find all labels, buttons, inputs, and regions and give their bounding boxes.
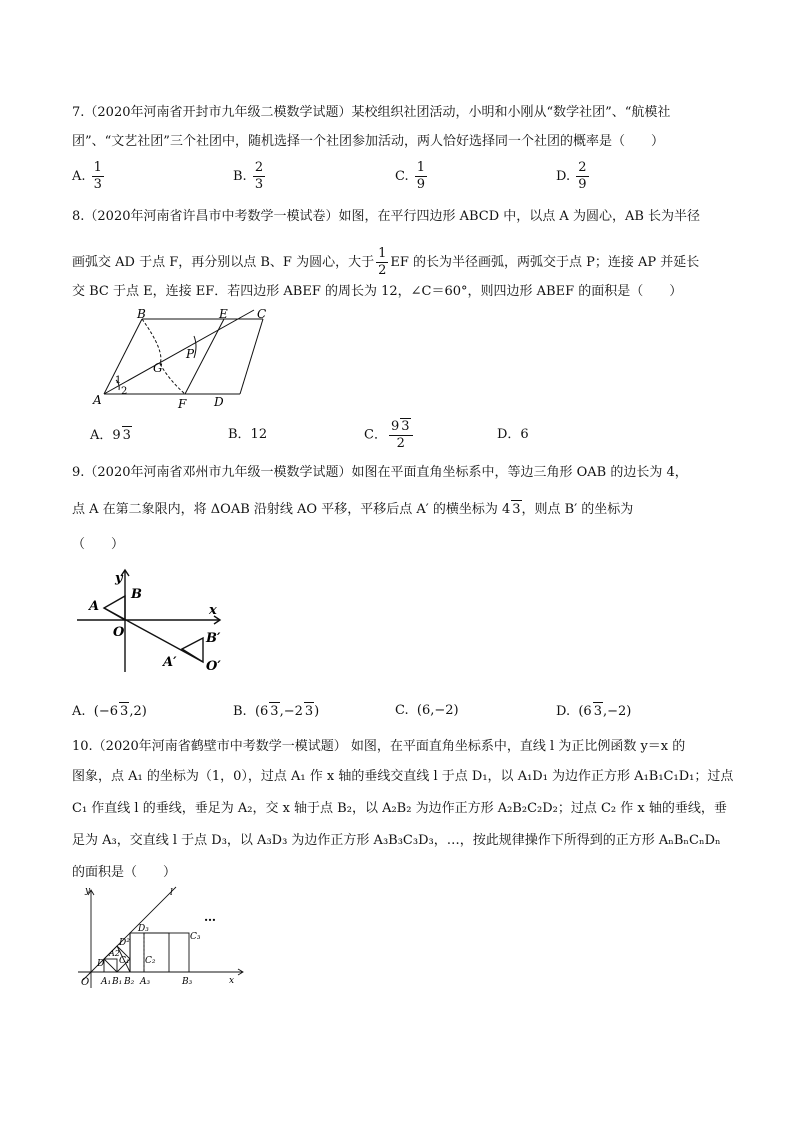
q9-label-a-prime: A′ [163,655,177,670]
q7-option-c[interactable]: C. $\frac{1}{9}$ [395,160,426,192]
q8-label-d: D [214,395,224,409]
q7-line-2: 团”、“文艺社团”三个社团中，随机选择一个社团参加活动，两人恰好选择同一个社团的概率是（ ） [72,134,664,149]
q9-option-b[interactable]: B. (6 3,−2 3) [233,704,320,719]
q9-line-3: （ ） [72,537,125,552]
q8-label-a: A [93,393,102,407]
q10-line-3: C₁ 作直线 l 的垂线，垂足为 A₂，交 x 轴于点 B₂，以 A₂B₂ 为边作正方形 A₂B₂C₂D₂；过点 C₂ 作 x 轴的垂线，垂 [72,801,727,816]
q8-line-3: 交 BC 于点 E，连接 EF．若四边形 ABEF 的周长为 12，∠C＝60°，则四边形 ABEF 的面积是（ ） [72,284,683,299]
q10-label-y: y [85,886,91,896]
q9-option-d[interactable]: D. (6 3,−2) [556,704,632,719]
q10-label-c1: C₁ [119,956,130,966]
q8-label-angle-1: 1 [115,375,122,386]
q9-label-b: B [131,587,142,602]
q9-option-c[interactable]: C. (6,−2) [395,703,459,718]
q10-label-b1: B₁ [112,977,123,987]
q8-label-g: G [153,361,163,375]
q8-parallelogram-figure [90,306,290,416]
q8-option-d[interactable]: D．6 [497,427,529,442]
q8-option-c[interactable]: C． $\frac{9 3}{2}$ [364,418,415,452]
q10-label-o: O [81,977,90,988]
q8-option-a[interactable]: A．9 3 [90,428,131,443]
q9-label-x: x [209,603,217,618]
q7-option-b-fraction: $\frac{2}{3}$ [254,160,264,192]
q7-option-c-fraction: $\frac{1}{9}$ [416,160,426,192]
q9-line-2: 点 A 在第二象限内，将 ΔOAB 沿射线 AO 平移，平移后点 A′ 的横坐标为 4 3，则点 B′ 的坐标为 [72,502,634,517]
q9-coordinate-figure [72,562,232,677]
q10-label-d2: D² [119,938,130,948]
q8-label-e: E [219,307,228,321]
q7-option-a[interactable]: A. $\frac{1}{3}$ [72,160,102,192]
q10-label-b3: B₃ [182,977,193,987]
q8-line-2: 画弧交 AD 于点 F，再分别以点 B、F 为圆心，大于 $\frac{1}{2}$ EF 的长为半径画弧，两弧交于点 P；连接 AP 并延长 [72,246,700,278]
q9-line-1: 9.（2020年河南省邓州市九年级一模数学试题）如图在平面直角坐标系中，等边三角形 OAB 的边长为 4， [72,465,688,480]
q8-label-c: C [257,307,267,321]
q7-line-1: 7.（2020年河南省开封市九年级二模数学试题）某校组织社团活动，小明和小刚从“数学社团”、“航模社 [72,105,671,120]
q10-line-5: 的面积是（ ） [72,865,177,880]
q8-label-angle-2: 2 [121,386,128,397]
q7-option-b[interactable]: B. $\frac{2}{3}$ [233,160,264,192]
q10-label-a3: A₃ [140,977,151,987]
q7-option-a-fraction: $\frac{1}{3}$ [93,160,102,192]
q10-squares-figure [78,884,253,992]
q10-label-d1: D [97,959,105,969]
q10-label-b2: B₂ [124,977,135,987]
q10-label-x: x [229,976,235,986]
q7-option-d-fraction: $\frac{2}{9}$ [578,160,587,192]
q9-label-y: y [115,571,123,586]
q10-line-1: 10.（2020年河南省鹤壁市中考数学一模试题） 如图，在平面直角坐标系中，直线 l 为正比例函数 y＝x 的 [72,739,686,754]
q10-label-a1: A₁ [101,977,112,987]
q7-option-d[interactable]: D. $\frac{2}{9}$ [556,160,587,192]
q8-label-f: F [178,397,187,411]
q8-option-b[interactable]: B．12 [228,427,268,442]
q10-label-c3: C₃ [190,932,201,942]
q10-line-4: 足为 A₃，交直线 l 于点 D₃，以 A₃D₃ 为边作正方形 A₃B₃C₃D₃，…，按此规律操作下所得到的正方形 AₙBₙCₙDₙ [72,833,721,848]
q10-label-d3: D₃ [138,924,149,934]
q10-label-a2: A2 [109,949,120,958]
q10-label-l: l [170,888,173,898]
q8-label-b: B [137,307,146,321]
q9-label-a: A [89,599,100,614]
q8-label-p: P [186,347,195,361]
q10-label-dots: … [204,910,216,924]
q10-label-c2: C₂ [145,956,156,966]
q10-line-2: 图象，点 A₁ 的坐标为（1，0），过点 A₁ 作 x 轴的垂线交直线 l 于点 D₁，以 A₁D₁ 为边作正方形 A₁B₁C₁D₁；过点 [72,769,734,784]
q9-label-b-prime: B′ [206,631,221,646]
q9-label-o-prime: O′ [206,659,221,674]
q9-label-o: O [113,625,125,640]
q8-line-1: 8.（2020年河南省许昌市中考数学一模试卷）如图，在平行四边形 ABCD 中，以点 A 为圆心，AB 长为半径 [72,209,701,224]
q8-half-fraction: $\frac{1}{2}$ [378,246,387,278]
q9-option-a[interactable]: A. (−6 3,2) [72,704,147,719]
